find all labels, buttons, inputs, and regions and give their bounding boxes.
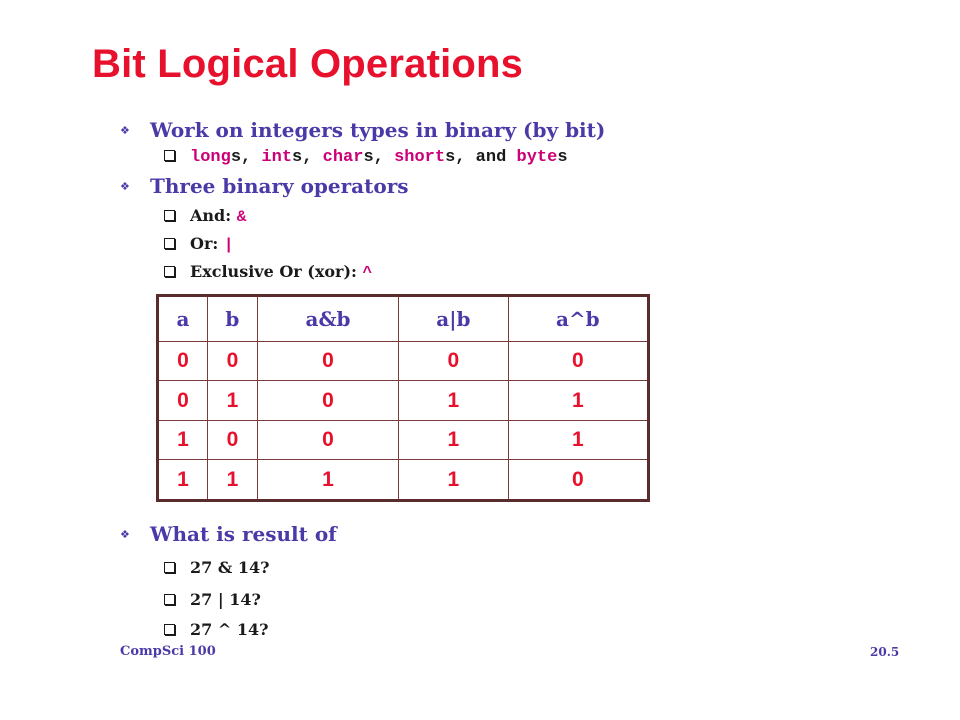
column-header: a&b — [257, 296, 398, 342]
table-cell: 0 — [508, 460, 648, 501]
types-sep: s, — [292, 148, 323, 167]
table-row — [158, 460, 649, 501]
sub-bullet-question-xor — [164, 620, 268, 639]
table-cell: 1 — [399, 420, 509, 459]
bullet-text: What is result of — [150, 522, 337, 546]
sub-bullet-xor — [164, 262, 372, 282]
operator-symbol: | — [223, 236, 234, 254]
truth-table — [156, 294, 650, 502]
table-cell: 0 — [257, 342, 398, 381]
table-cell: 1 — [399, 381, 509, 420]
footer-course: CompSci 100 — [120, 644, 216, 659]
sub-bullet-and — [164, 206, 246, 226]
types-sep: s — [557, 148, 568, 167]
footer-slide-number: 20.5 — [870, 645, 900, 659]
bullet-integers — [120, 118, 605, 142]
operator-symbol: & — [236, 208, 247, 226]
table-row — [158, 420, 649, 459]
diamond-bullet-icon: ❖ — [120, 124, 130, 137]
operator-label: Or: — [190, 234, 224, 253]
square-bullet-icon — [164, 210, 175, 221]
table-cell: 0 — [207, 420, 257, 459]
column-header: a|b — [399, 296, 509, 342]
square-bullet-icon — [164, 266, 175, 277]
type-int: int — [261, 148, 293, 167]
type-short: short — [394, 148, 446, 167]
table-cell: 1 — [158, 460, 208, 501]
question-text: 27 ^ 14? — [190, 620, 269, 639]
table-cell: 1 — [399, 460, 509, 501]
types-sep: s, — [230, 148, 262, 167]
bullet-text: Work on integers types in binary (by bit) — [150, 118, 606, 142]
table-cell: 0 — [257, 381, 398, 420]
table-cell: 1 — [207, 381, 257, 420]
type-long: long — [190, 148, 231, 167]
bullet-question — [120, 522, 337, 546]
table-row — [158, 381, 649, 420]
table-cell: 1 — [508, 381, 648, 420]
table-cell: 0 — [399, 342, 509, 381]
table-cell: 0 — [158, 342, 208, 381]
diamond-bullet-icon: ❖ — [120, 528, 130, 541]
table-cell: 0 — [257, 420, 398, 459]
square-bullet-icon — [164, 562, 175, 573]
column-header: a^b — [508, 296, 648, 342]
operator-label: Exclusive Or (xor): — [190, 262, 363, 281]
table-cell: 1 — [207, 460, 257, 501]
square-bullet-icon — [164, 150, 175, 161]
question-text: 27 | 14? — [190, 590, 261, 609]
operator-symbol: ^ — [362, 264, 373, 282]
table-cell: 0 — [158, 381, 208, 420]
table-cell: 1 — [158, 420, 208, 459]
slide-title: Bit Logical Operations — [92, 42, 524, 86]
table-row — [158, 342, 649, 381]
sub-bullet-types — [164, 148, 568, 167]
table-cell: 0 — [508, 342, 648, 381]
sub-bullet-or — [164, 234, 233, 254]
diamond-bullet-icon: ❖ — [120, 180, 130, 193]
table-header-row — [158, 296, 649, 342]
sub-bullet-question-or — [164, 590, 261, 609]
types-sep: s, — [363, 148, 395, 167]
table-cell: 1 — [508, 420, 648, 459]
square-bullet-icon — [164, 238, 175, 249]
column-header: a — [158, 296, 208, 342]
question-text: 27 & 14? — [190, 558, 270, 577]
table-cell: 0 — [207, 342, 257, 381]
table-cell: 1 — [257, 460, 398, 501]
type-char: char — [322, 148, 364, 167]
column-header: b — [207, 296, 257, 342]
bullet-text: Three binary operators — [150, 174, 409, 198]
type-byte: byte — [516, 148, 558, 167]
sub-bullet-question-and — [164, 558, 270, 577]
square-bullet-icon — [164, 624, 175, 635]
square-bullet-icon — [164, 594, 175, 605]
bullet-operators — [120, 174, 409, 198]
types-sep: s, and — [445, 148, 517, 167]
operator-label: And: — [190, 206, 237, 225]
